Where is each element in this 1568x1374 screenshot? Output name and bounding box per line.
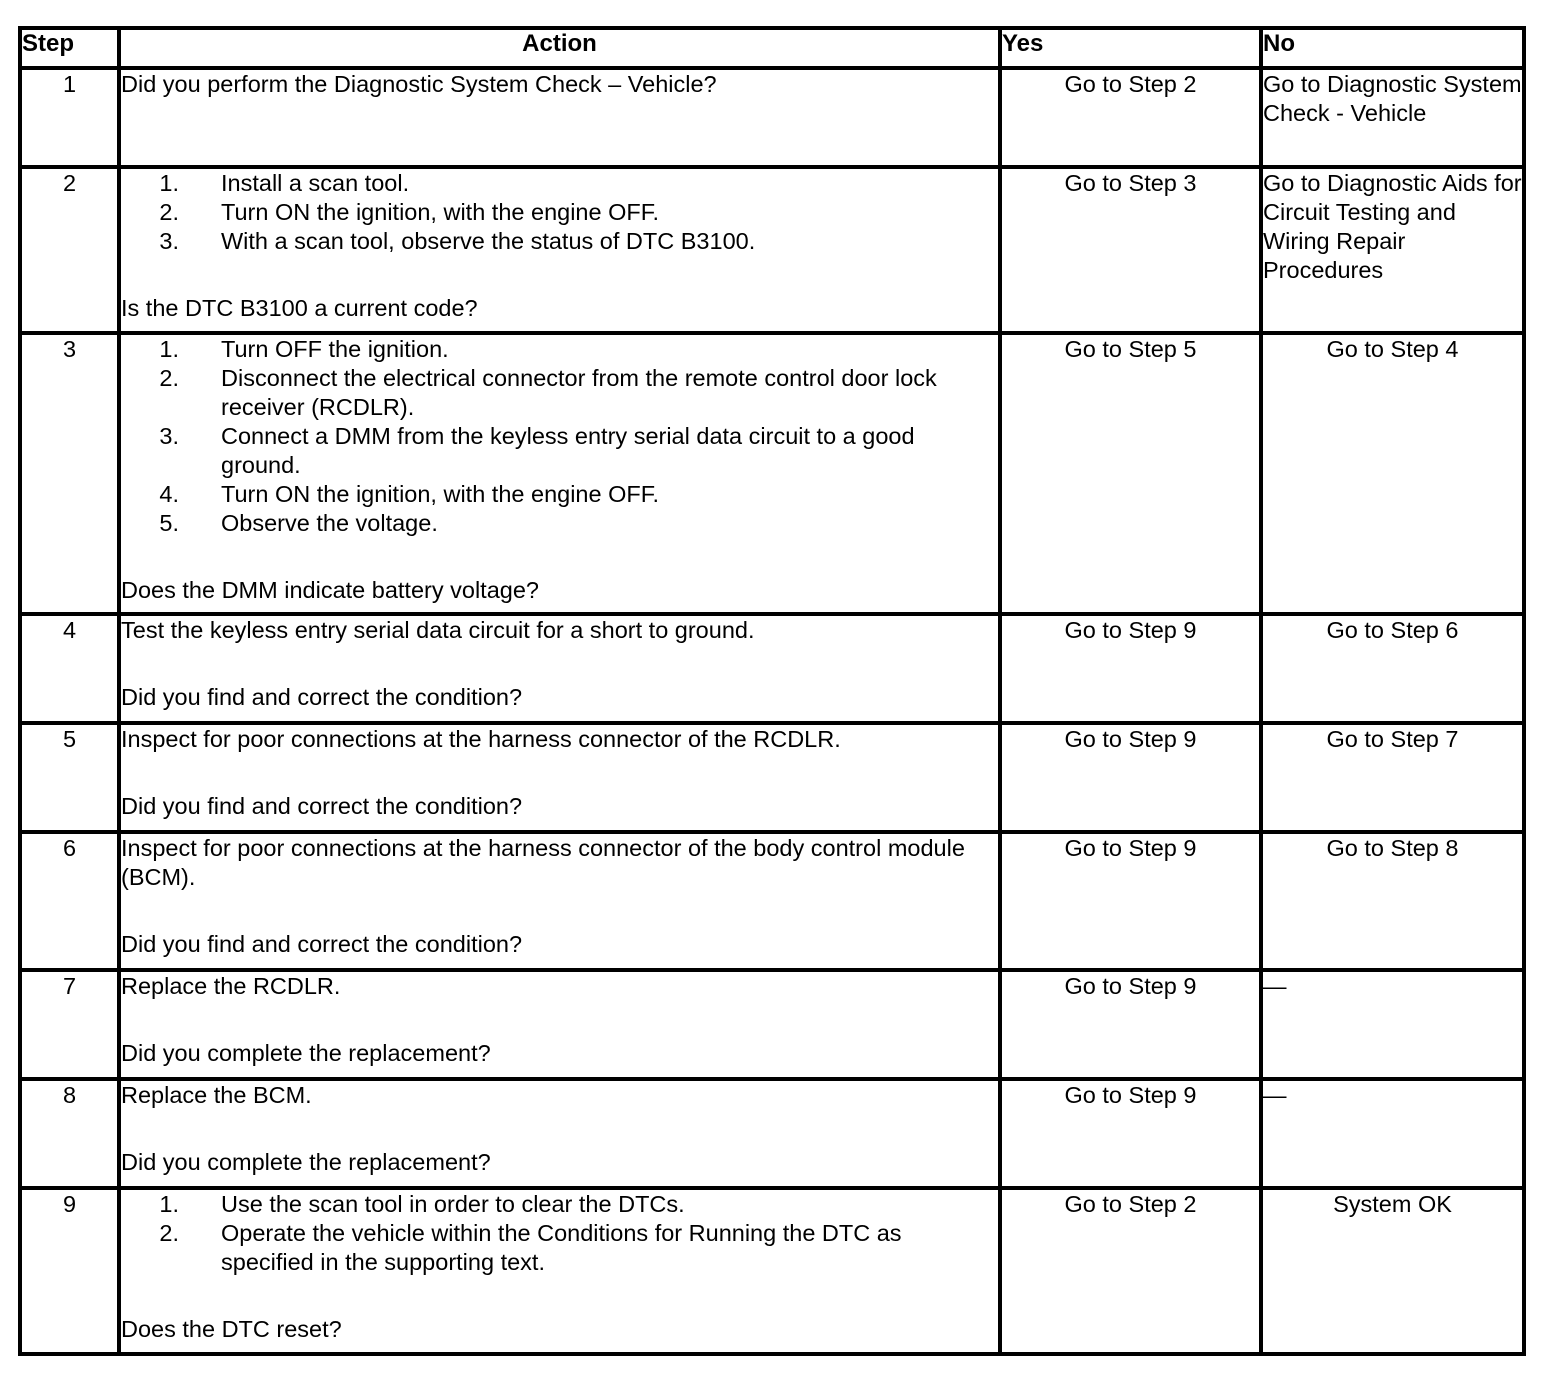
action-cell [119, 1188, 1000, 1354]
diagnostic-table [18, 26, 1526, 1356]
action-cell [119, 723, 1000, 832]
action-steps-list [121, 1190, 998, 1277]
action-text: Test the keyless entry serial data circuit for a short to ground. [121, 617, 755, 643]
action-question: Did you complete the replacement? [121, 1040, 491, 1066]
step-number: 9 [20, 1188, 119, 1354]
header-row [20, 28, 1524, 68]
table-row [20, 970, 1524, 1079]
yes-result: Go to Step 2 [1000, 1188, 1261, 1354]
list-item: 3. Connect a DMM from the keyless entry serial data circuit to a good ground. [159, 423, 915, 478]
list-item: 4. Turn ON the ignition, with the engine OFF. [159, 481, 660, 507]
no-result: Go to Diagnostic Aids for Circuit Testing and Wiring Repair Procedures [1261, 167, 1524, 333]
table-row [20, 68, 1524, 167]
list-item: 1. Use the scan tool in order to clear the DTCs. [159, 1191, 685, 1217]
no-result: System OK [1261, 1188, 1524, 1354]
no-result: Go to Step 6 [1261, 614, 1524, 723]
action-question: Did you find and correct the condition? [121, 793, 523, 819]
step-number: 8 [20, 1079, 119, 1188]
table-row [20, 1188, 1524, 1354]
action-question: Does the DMM indicate battery voltage? [121, 577, 539, 603]
step-number: 2 [20, 167, 119, 333]
step-number: 7 [20, 970, 119, 1079]
table-row [20, 1079, 1524, 1188]
list-item: 1. Install a scan tool. [159, 170, 410, 196]
action-question: Did you complete the replacement? [121, 1149, 491, 1175]
list-item: 2. Operate the vehicle within the Conditions for Running the DTC as specified in the supporting text. [159, 1220, 902, 1275]
action-question: Is the DTC B3100 a current code? [121, 295, 478, 321]
action-text: Replace the RCDLR. [121, 973, 341, 999]
step-number: 4 [20, 614, 119, 723]
table-row [20, 614, 1524, 723]
list-item: 2. Disconnect the electrical connector from the remote control door lock receiver (RCDLR). [159, 365, 937, 420]
table-row [20, 333, 1524, 614]
action-question: Does the DTC reset? [121, 1316, 342, 1342]
no-result: — [1261, 970, 1524, 1079]
yes-result: Go to Step 5 [1000, 333, 1261, 614]
action-cell [119, 614, 1000, 723]
action-question: Did you find and correct the condition? [121, 931, 523, 957]
action-text: Did you perform the Diagnostic System Check – Vehicle? [121, 71, 717, 97]
no-result: Go to Step 7 [1261, 723, 1524, 832]
list-item: 5. Observe the voltage. [159, 510, 438, 536]
no-result: Go to Step 4 [1261, 333, 1524, 614]
list-item: 2. Turn ON the ignition, with the engine OFF. [159, 199, 660, 225]
list-item: 3. With a scan tool, observe the status of DTC B3100. [159, 228, 756, 254]
yes-result: Go to Step 9 [1000, 1079, 1261, 1188]
action-text: Inspect for poor connections at the harness connector of the RCDLR. [121, 726, 841, 752]
step-number: 3 [20, 333, 119, 614]
no-result: — [1261, 1079, 1524, 1188]
yes-result: Go to Step 9 [1000, 614, 1261, 723]
yes-result: Go to Step 2 [1000, 68, 1261, 167]
yes-result: Go to Step 3 [1000, 167, 1261, 333]
yes-result: Go to Step 9 [1000, 832, 1261, 970]
step-number: 6 [20, 832, 119, 970]
yes-result: Go to Step 9 [1000, 723, 1261, 832]
action-text: Inspect for poor connections at the harness connector of the body control module (BCM). [121, 835, 965, 890]
list-item: 1. Turn OFF the ignition. [159, 336, 449, 362]
action-cell [119, 333, 1000, 614]
action-cell [119, 68, 1000, 167]
action-cell [119, 1079, 1000, 1188]
step-header: Step [20, 28, 119, 68]
action-cell [119, 970, 1000, 1079]
action-header: Action [119, 28, 1000, 68]
yes-header: Yes [1000, 28, 1261, 68]
table-row [20, 723, 1524, 832]
action-steps-list [121, 169, 998, 256]
action-text: Replace the BCM. [121, 1082, 312, 1108]
no-result: Go to Step 8 [1261, 832, 1524, 970]
action-cell [119, 167, 1000, 333]
yes-result: Go to Step 9 [1000, 970, 1261, 1079]
table-row [20, 167, 1524, 333]
step-number: 1 [20, 68, 119, 167]
no-header: No [1261, 28, 1524, 68]
action-steps-list [121, 335, 998, 538]
action-cell [119, 832, 1000, 970]
no-result: Go to Diagnostic System Check - Vehicle [1261, 68, 1524, 167]
action-question: Did you find and correct the condition? [121, 684, 523, 710]
table-row [20, 832, 1524, 970]
step-number: 5 [20, 723, 119, 832]
